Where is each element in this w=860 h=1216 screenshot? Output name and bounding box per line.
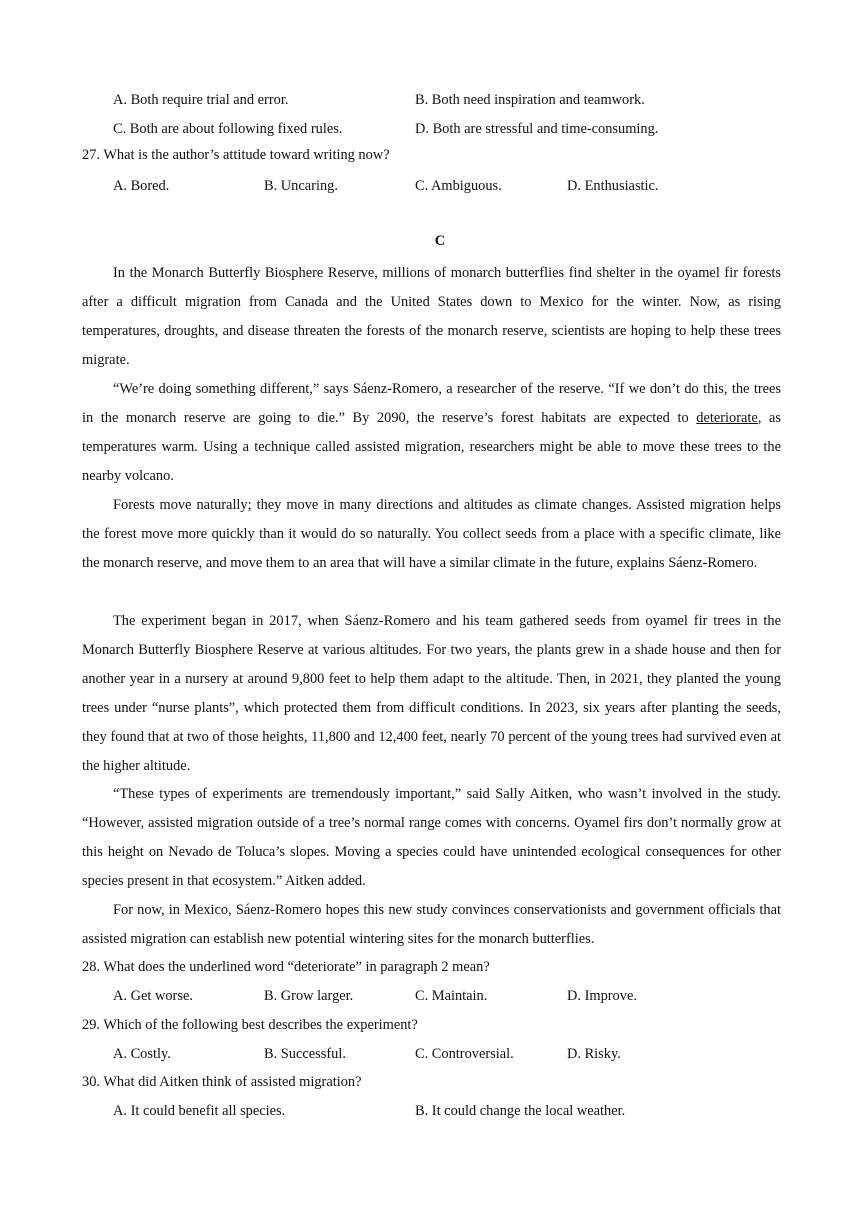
q27-option-a: A. Bored.: [113, 178, 170, 194]
paragraph-2-text-before: “We’re doing something different,” says Sáenz-Romero, a researcher of the reserve. “If we don’t do this, the trees in the monarch reserve are going to die.” By 2090, the reserve’s forest habitats are expected to: [82, 381, 781, 426]
q28-option-b: B. Grow larger.: [264, 988, 354, 1004]
q30-option-a: A. It could benefit all species.: [113, 1103, 286, 1119]
q27-option-d: D. Enthusiastic.: [567, 178, 659, 194]
q30-option-b: B. It could change the local weather.: [415, 1103, 626, 1119]
q29-question: 29. Which of the following best describes the experiment?: [82, 1017, 418, 1033]
q29-option-b: B. Successful.: [264, 1046, 346, 1062]
q26-option-d: D. Both are stressful and time-consuming.: [415, 121, 659, 137]
q26-option-b: B. Both need inspiration and teamwork.: [415, 92, 645, 108]
paragraph-2-text-after: , as temperatures warm. Using a technique called assisted migration, researchers might be able to move these trees to the nearby volcano.: [82, 410, 781, 484]
q28-option-a: A. Get worse.: [113, 988, 193, 1004]
q27-option-b: B. Uncaring.: [264, 178, 338, 194]
q28-option-c: C. Maintain.: [415, 988, 488, 1004]
q27-question: 27. What is the author’s attitude toward writing now?: [82, 147, 390, 163]
passage-paragraph-3: Forests move naturally; they move in many directions and altitudes as climate changes. Assisted migration helps the forest move more quickly than it would do so naturally. You collect seeds from a place with a specific climate, like the monarch reserve, and move them to an area that will have a similar climate in the future, explains Sáenz-Romero.: [82, 497, 781, 571]
q28-question: 28. What does the underlined word “deteriorate” in paragraph 2 mean?: [82, 959, 490, 975]
q28-option-d: D. Improve.: [567, 988, 637, 1004]
q26-option-c: C. Both are about following fixed rules.: [113, 121, 343, 137]
q26-option-a: A. Both require trial and error.: [113, 92, 289, 108]
passage-paragraph-1: In the Monarch Butterfly Biosphere Reserve, millions of monarch butterflies find shelter in the oyamel fir forests after a difficult migration from Canada and the United States down to Mexico for the winter. Now, as rising temperatures, droughts, and disease threaten the forests of the monarch reserve, scientists are hoping to help these trees migrate.: [82, 265, 781, 368]
passage-paragraph-2: [82, 375, 781, 491]
q29-option-c: C. Controversial.: [415, 1046, 514, 1062]
underlined-word-deteriorate: deteriorate: [696, 410, 758, 426]
passage-paragraph-5: “These types of experiments are tremendously important,” said Sally Aitken, who wasn’t involved in the study. “However, assisted migration outside of a tree’s normal range comes with concerns. Oyamel firs don’t normally grow at this height on Nevado de Toluca’s slopes. Moving a species could have unintended ecological consequences for other species present in that ecosystem.” Aitken added.: [82, 786, 781, 889]
q29-option-d: D. Risky.: [567, 1046, 621, 1062]
passage-paragraph-4: The experiment began in 2017, when Sáenz-Romero and his team gathered seeds from oyamel fir trees in the Monarch Butterfly Biosphere Reserve at various altitudes. For two years, the plants grew in a shade house and then for another year in a nursery at around 9,800 feet to help them adapt to the altitude. Then, in 2021, they planted the young trees under “nurse plants”, which protected them from difficult conditions. In 2023, six years after planting the seeds, they found that at two of those heights, 11,800 and 12,400 feet, nearly 70 percent of the young trees had survived even at the higher altitude.: [82, 613, 781, 774]
section-heading: C: [434, 233, 446, 249]
q30-question: 30. What did Aitken think of assisted migration?: [82, 1074, 362, 1090]
passage-paragraph-6: For now, in Mexico, Sáenz-Romero hopes this new study convinces conservationists and government officials that assisted migration can establish new potential wintering sites for the monarch butterflies.: [82, 902, 781, 947]
q27-option-c: C. Ambiguous.: [415, 178, 502, 194]
q29-option-a: A. Costly.: [113, 1046, 171, 1062]
